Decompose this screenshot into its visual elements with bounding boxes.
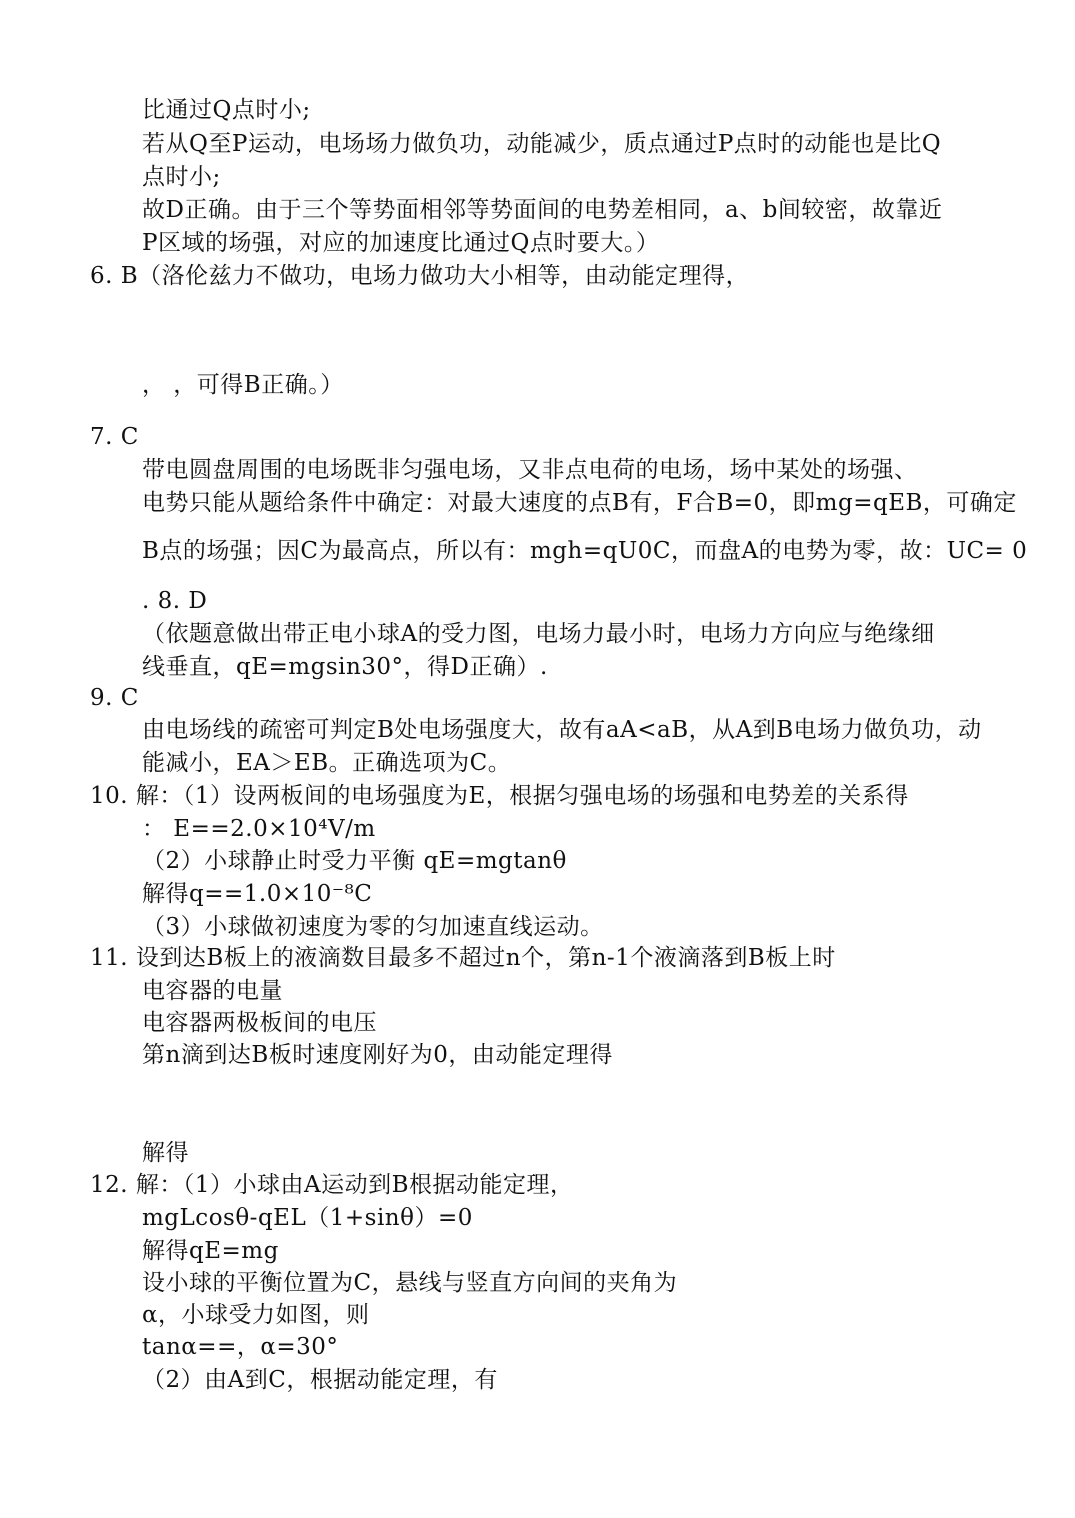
text-line: 带电圆盘周围的电场既非匀强电场，又非点电荷的电场，场中某处的场强、 [142, 457, 918, 483]
text-line: 由电场线的疏密可判定B处电场强度大，故有aA<aB，从A到B电场力做负功，动 [142, 717, 982, 743]
text-line: 12. 解：（1）小球由A运动到B根据动能定理， [90, 1172, 574, 1198]
text-line: （2）小球静止时受力平衡 qE=mgtanθ [142, 848, 567, 874]
text-line: 电容器的电量 [142, 978, 283, 1004]
text-line: 11. 设到达B板上的液滴数目最多不超过n个，第n-1个液滴落到B板上时 [90, 945, 836, 971]
text-line: 故D正确。由于三个等势面相邻等势面间的电势差相同，a、b间较密，故靠近 [142, 197, 943, 223]
text-line: 比通过Q点时小; [142, 97, 311, 123]
text-line: 第n滴到达B板时速度刚好为0，由动能定理得 [142, 1042, 613, 1068]
text-line: 设小球的平衡位置为C，悬线与竖直方向间的夹角为 [142, 1270, 678, 1296]
text-line: 点时小; [142, 164, 221, 190]
text-line: 解得q==1.0×10⁻⁸C [142, 881, 373, 907]
text-line: （依题意做出带正电小球A的受力图，电场力最小时，电场力方向应与绝缘细 [142, 621, 935, 647]
text-line: （2）由A到C，根据动能定理，有 [142, 1367, 498, 1393]
text-line: 电势只能从题给条件中确定：对最大速度的点B有，F合B=0，即mg=qEB，可确定 [142, 490, 1017, 516]
text-line: 解得 [142, 1140, 189, 1166]
text-line: 能减小，EA＞EB。正确选项为C。 [142, 750, 512, 776]
text-line: . 8. D [142, 588, 208, 614]
text-line: α，小球受力如图，则 [142, 1302, 370, 1328]
text-line: 解得qE=mg [142, 1238, 279, 1264]
text-line: （3）小球做初速度为零的匀加速直线运动。 [142, 914, 604, 940]
text-line: tanα==，α=30° [142, 1334, 339, 1360]
text-line: mgLcosθ-qEL（1+sinθ）=0 [142, 1205, 473, 1231]
text-line: 6. B（洛伦兹力不做功，电场力做功大小相等，由动能定理得， [90, 263, 750, 289]
text-line: 线垂直，qE=mgsin30°，得D正确）. [142, 654, 548, 680]
text-line: 7. C [90, 424, 139, 450]
text-line: ， ，可得B正确。） [142, 372, 344, 398]
text-line: B点的场强；因C为最高点，所以有：mgh=qU0C，而盘A的电势为零，故：UC= 0 [142, 538, 1028, 564]
text-line: 9. C [90, 685, 139, 711]
text-line: 电容器两极板间的电压 [142, 1010, 377, 1036]
text-line: P区域的场强，对应的加速度比通过Q点时要大。） [142, 230, 660, 256]
text-line: ： E==2.0×10⁴V/m [142, 816, 376, 842]
text-line: 若从Q至P运动，电场场力做负功，动能减少，质点通过P点时的动能也是比Q [142, 131, 942, 157]
text-line: 10. 解：（1）设两板间的电场强度为E，根据匀强电场的场强和电势差的关系得 [90, 783, 909, 809]
